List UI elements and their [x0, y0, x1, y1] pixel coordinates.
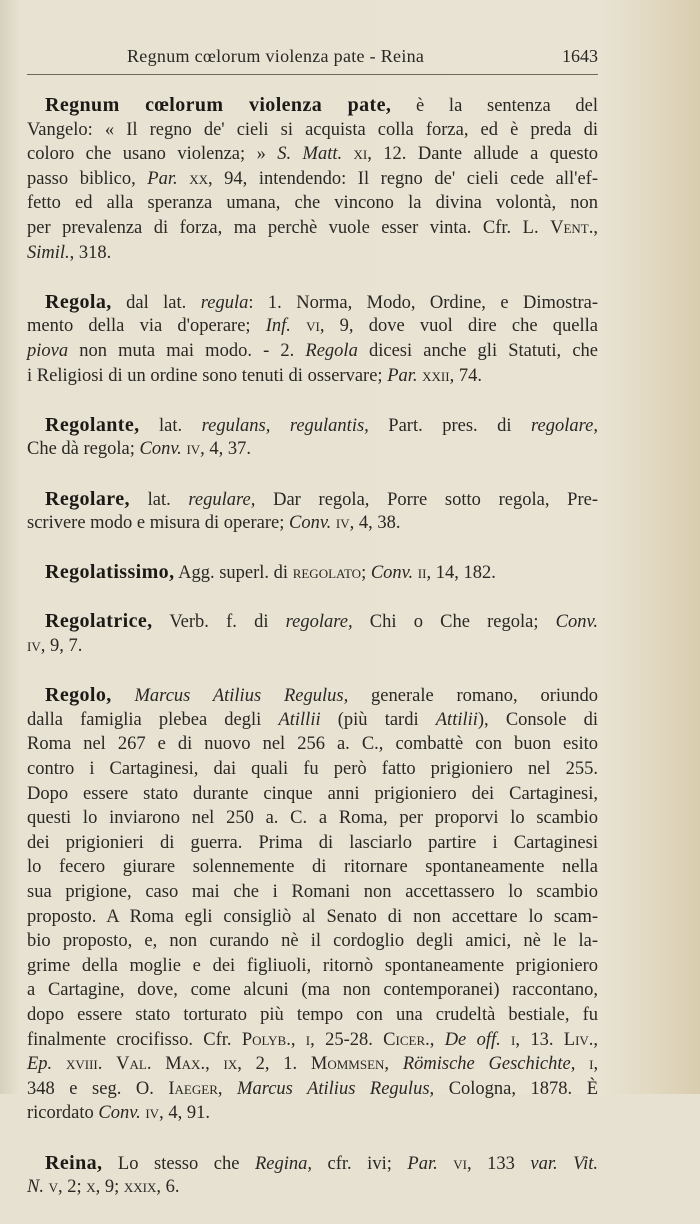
- text-segment: ), Console di: [477, 709, 599, 730]
- text-segment: Par.: [387, 365, 418, 386]
- text-segment: Regina,: [254, 1153, 312, 1174]
- entry-headword: Regolante,: [45, 413, 140, 436]
- text-line: [27, 413, 598, 438]
- text-segment: Conv.: [288, 513, 332, 534]
- text-segment: Dopo essere stato durante cinque anni prigioniero dei Cartaginesi,: [27, 783, 598, 804]
- text-segment: , 14, 182.: [426, 563, 496, 584]
- text-segment: regulare,: [188, 489, 256, 510]
- text-segment: [291, 316, 306, 336]
- text-segment: ix: [223, 1054, 238, 1075]
- text-segment: Marcus Atilius Regulus,: [237, 1078, 435, 1099]
- text-segment: Verb. f. di: [152, 612, 286, 633]
- text-segment: i: [589, 1054, 594, 1075]
- text-segment: (più tardi: [320, 709, 436, 730]
- text-segment: Cicer.: [383, 1029, 430, 1050]
- text-line: [27, 437, 598, 462]
- text-segment: , 94, intendendo: Il regno de' cieli cede all'ef-: [207, 168, 598, 189]
- dictionary-body: [27, 93, 598, 1224]
- text-segment: passo biblico,: [27, 168, 148, 189]
- dictionary-entry: [27, 413, 598, 462]
- text-line: [27, 216, 598, 241]
- header-rule: [27, 74, 598, 75]
- text-segment: , 318.: [69, 242, 112, 263]
- text-segment: xviii: [65, 1054, 98, 1075]
- text-line: [27, 1003, 598, 1028]
- text-line: [27, 1101, 598, 1126]
- text-segment: Simil.: [27, 242, 70, 263]
- text-segment: , 2;: [57, 1177, 87, 1198]
- text-segment: dicesi anche gli Statuti, che: [357, 340, 598, 361]
- text-segment: Inf.: [265, 316, 291, 337]
- text-segment: , 2, 1.: [237, 1054, 311, 1075]
- text-segment: Römische Geschichte,: [402, 1054, 576, 1075]
- text-segment: regolare,: [531, 415, 598, 436]
- text-line: [27, 831, 598, 856]
- text-line: [27, 1052, 598, 1077]
- text-segment: v: [48, 1177, 58, 1198]
- text-segment: i: [305, 1029, 311, 1050]
- text-segment: De off.: [444, 1029, 501, 1050]
- text-segment: lat.: [139, 415, 202, 436]
- text-segment: Marcus Atilius Regulus,: [134, 686, 349, 707]
- text-line: [27, 93, 598, 118]
- dictionary-entry: [27, 560, 598, 585]
- text-segment: [112, 686, 135, 706]
- text-segment: per prevalenza di forza, ma perchè vuole esser vinta. Cfr. L.: [27, 217, 551, 238]
- page-number: 1643: [562, 46, 598, 66]
- text-segment: regolare,: [285, 612, 353, 633]
- entry-headword: Regola,: [45, 290, 112, 313]
- text-segment: , 13.: [515, 1029, 564, 1050]
- text-segment: dei prigionieri di guerra. Prima di lasciarlo partire i Cartaginesi: [27, 832, 598, 853]
- text-line: [27, 511, 598, 536]
- text-segment: Conv.: [555, 612, 598, 633]
- text-segment: 348 e seg. O.: [27, 1078, 169, 1099]
- text-segment: Lo stesso che: [102, 1153, 255, 1174]
- text-line: [27, 1175, 598, 1200]
- text-line: [27, 364, 598, 389]
- text-segment: , 9, 7.: [40, 636, 83, 657]
- text-segment: [342, 144, 353, 164]
- text-line: [27, 782, 598, 807]
- text-line: [27, 314, 598, 339]
- entry-headword: Regolatrice,: [45, 610, 153, 633]
- text-segment: ,: [290, 1029, 306, 1050]
- text-line: [27, 560, 598, 585]
- text-segment: ,: [429, 1029, 445, 1050]
- text-segment: , 133: [466, 1153, 531, 1174]
- dictionary-entry: [27, 1151, 598, 1200]
- text-segment: fetto ed alla speranza umana, che vincono la divina volontà, non: [27, 193, 598, 214]
- text-segment: Che dà regola;: [27, 439, 140, 460]
- text-segment: , 6.: [156, 1177, 180, 1198]
- text-segment: [501, 1030, 511, 1050]
- text-segment: Atillii: [278, 709, 321, 730]
- text-segment: Mommsen: [310, 1054, 385, 1075]
- text-segment: iv: [186, 439, 201, 460]
- text-line: [27, 757, 598, 782]
- dictionary-entry: [27, 609, 598, 658]
- text-segment: finalmente crocifisso. Cfr.: [27, 1029, 242, 1050]
- text-segment: ,: [593, 1054, 599, 1075]
- text-segment: ,: [384, 1054, 403, 1075]
- text-segment: Agg. superl. di: [174, 563, 293, 584]
- text-segment: ,: [205, 1054, 224, 1075]
- text-segment: Chi o Che regola;: [352, 612, 556, 633]
- text-segment: Part. pres. di: [368, 415, 532, 436]
- text-segment: [575, 1054, 589, 1074]
- text-segment: dal lat.: [111, 292, 201, 313]
- text-line: [27, 806, 598, 831]
- text-segment: N.: [27, 1177, 44, 1198]
- entry-headword: Regolatissimo,: [45, 561, 175, 584]
- text-segment: ,: [593, 1029, 599, 1050]
- text-line: [27, 142, 598, 167]
- text-segment: iv: [27, 636, 41, 657]
- text-segment: .: [97, 1054, 117, 1075]
- text-segment: non muta mai modo. - 2.: [68, 340, 306, 361]
- text-segment: S. Matt.: [277, 144, 343, 165]
- text-segment: var. Vit.: [530, 1153, 599, 1174]
- entry-headword: Reina,: [45, 1151, 103, 1174]
- text-segment: Par.: [407, 1153, 438, 1174]
- text-segment: , 9;: [95, 1177, 124, 1198]
- text-line: [27, 1077, 598, 1102]
- text-segment: i Religiosi di un ordine sono tenuti di osservare;: [27, 365, 388, 386]
- text-segment: scrivere modo e misura di operare;: [27, 513, 289, 534]
- dictionary-entry: [27, 93, 598, 265]
- text-line: [27, 609, 598, 634]
- text-segment: xi: [353, 144, 368, 165]
- text-segment: Conv.: [370, 563, 414, 584]
- text-segment: Roma nel 267 e di nuovo nel 256 a. C., combattè con buon esito: [27, 734, 598, 755]
- text-segment: iv: [145, 1103, 160, 1124]
- text-segment: , 9, dove vuol dire che quella: [319, 316, 598, 337]
- text-segment: ,: [217, 1078, 238, 1099]
- text-segment: contro i Cartaginesi, dai quali fu però fatto prigioniero nel 255.: [27, 759, 598, 780]
- text-segment: Dar regola, Porre sotto regola, Pre-: [255, 489, 598, 510]
- text-segment: Attilii: [435, 709, 478, 730]
- text-segment: , 4, 37.: [200, 439, 252, 460]
- text-segment: [52, 1054, 66, 1074]
- text-segment: Conv.: [98, 1103, 141, 1124]
- running-title: Regnum cœlorum violenza pate - Reina: [127, 46, 425, 66]
- text-segment: ;: [361, 563, 371, 584]
- text-segment: xxix: [123, 1177, 157, 1198]
- text-segment: i: [511, 1029, 516, 1050]
- text-segment: regolato: [292, 563, 362, 584]
- dictionary-entry: [27, 683, 598, 1126]
- text-segment: Cologna, 1878. È: [434, 1078, 599, 1099]
- text-segment: vi: [453, 1153, 467, 1174]
- text-segment: Conv.: [139, 439, 182, 460]
- text-segment: ricordato: [27, 1103, 99, 1124]
- text-segment: , 25-28.: [310, 1029, 384, 1050]
- text-segment: x: [86, 1177, 96, 1198]
- text-segment: Vangelo: « Il regno de' cieli si acquista colla forza, ed è preda di: [27, 119, 598, 140]
- text-segment: mento della via d'operare;: [27, 316, 266, 337]
- text-segment: Par.: [147, 168, 178, 189]
- text-line: [27, 487, 598, 512]
- text-segment: generale romano, oriundo: [348, 686, 598, 707]
- text-line: [27, 634, 598, 659]
- text-segment: Val. Max.: [116, 1054, 206, 1075]
- text-segment: , 4, 91.: [159, 1103, 210, 1124]
- text-line: [27, 1028, 598, 1053]
- text-segment: dalla famiglia plebea degli: [27, 709, 279, 730]
- text-line: [27, 732, 598, 757]
- text-segment: [438, 1154, 454, 1174]
- text-segment: cfr. ivi;: [311, 1153, 408, 1174]
- text-segment: bio proposto, e, non curando nè il cordoglio degli amici, nè le la-: [27, 931, 598, 952]
- text-segment: [178, 169, 190, 189]
- text-line: [27, 708, 598, 733]
- text-line: [27, 880, 598, 905]
- text-segment: coloro che usano violenza; »: [27, 144, 278, 165]
- dictionary-entry: [27, 290, 598, 388]
- text-line: [27, 1151, 598, 1176]
- text-line: [27, 290, 598, 315]
- text-segment: proposto. A Roma egli consigliò al Senato di non accettare lo scam-: [27, 906, 598, 927]
- text-segment: ii: [417, 563, 427, 584]
- text-segment: Vent.: [550, 217, 594, 238]
- text-segment: piova: [27, 340, 69, 361]
- text-segment: ,: [593, 217, 598, 238]
- text-segment: Iaeger: [168, 1078, 218, 1099]
- running-header: [27, 46, 598, 70]
- text-segment: Polyb.: [241, 1029, 291, 1050]
- text-segment: a Cartagine, dove, come alcuni (ma non contemporanei) raccontano,: [27, 980, 598, 1001]
- text-line: [27, 241, 598, 266]
- text-line: [27, 855, 598, 880]
- text-segment: xx: [189, 168, 208, 189]
- text-segment: questi lo inviarono nel 250 a. C. a Roma, per proporvi lo scambio: [27, 808, 598, 829]
- text-segment: , 74.: [449, 365, 482, 386]
- text-segment: , 12. Dante allude a questo: [367, 144, 598, 165]
- text-segment: sua prigione, caso mai che i Romani non accettassero lo scambio: [27, 882, 598, 902]
- text-segment: Regola: [305, 340, 358, 361]
- text-segment: iv: [335, 513, 350, 534]
- entry-headword: Regnum cœlorum violenza pate,: [45, 94, 392, 116]
- text-segment: lo fecero giurare solennemente di ritornare spontaneamente nella: [27, 857, 598, 878]
- text-segment: lat.: [129, 489, 189, 510]
- text-segment: , 4, 38.: [349, 513, 401, 534]
- text-line: [27, 905, 598, 930]
- text-segment: regula: [200, 292, 249, 313]
- text-segment: è la sentenza del: [391, 96, 599, 116]
- text-segment: Liv.: [563, 1029, 594, 1050]
- text-line: [27, 978, 598, 1003]
- text-line: [27, 683, 598, 708]
- text-segment: Ep.: [27, 1054, 53, 1075]
- text-line: [27, 954, 598, 979]
- dictionary-entry: [27, 487, 598, 536]
- entry-headword: Regolare,: [45, 487, 130, 510]
- text-line: [27, 191, 598, 216]
- text-line: [27, 167, 598, 192]
- text-line: [27, 118, 598, 143]
- text-line: [27, 339, 598, 364]
- text-segment: : 1. Norma, Modo, Ordine, e Dimostra-: [248, 292, 599, 313]
- entry-headword: Regolo,: [45, 684, 112, 707]
- text-segment: vi: [306, 316, 320, 337]
- text-segment: regulans, regulantis,: [201, 415, 369, 436]
- text-segment: dopo essere stato torturato più tempo con una crudeltà bestiale, fu: [27, 1004, 598, 1025]
- text-segment: grime della moglie e dei figliuoli, ritornò spontaneamente prigioniero: [27, 955, 598, 976]
- text-line: [27, 929, 598, 954]
- text-segment: xxii: [422, 365, 450, 386]
